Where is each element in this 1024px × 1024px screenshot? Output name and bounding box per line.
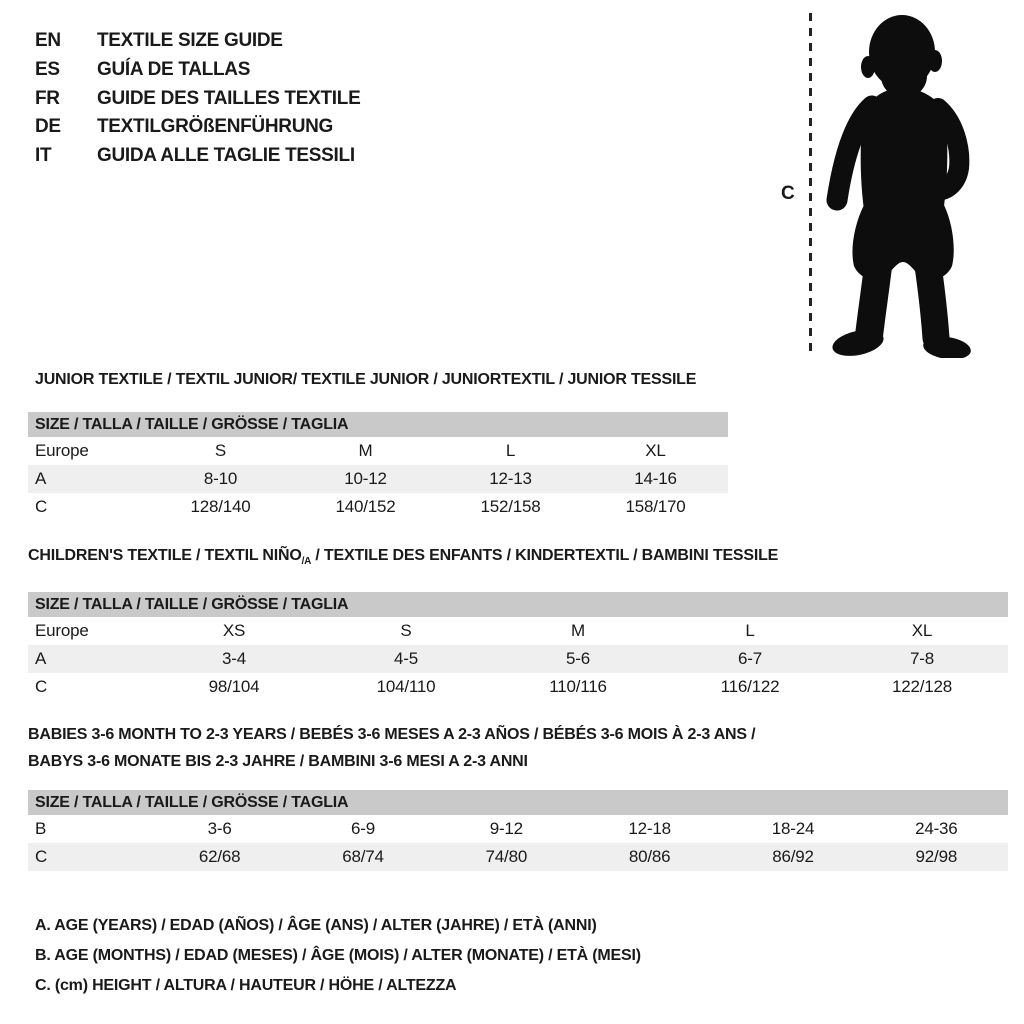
table-row-height [28,673,1008,701]
size-value: XL [911,621,933,640]
language-code: DE [35,116,61,138]
junior-section-title: JUNIOR TEXTILE / TEXTIL JUNIOR/ TEXTILE JUNIOR / JUNIORTEXTIL / JUNIOR TESSILE [35,371,697,388]
size-value: L [505,441,516,460]
row-label: C [35,497,48,516]
guide-title-it: GUIDA ALLE TAGLIE TESSILI [97,145,355,167]
size-value: M [358,441,373,460]
size-header-bar: SIZE / TALLA / TAILLE / GRÖSSE / TAGLIA [28,790,1008,815]
babies-title-line2: BABYS 3-6 MONATE BIS 2-3 JAHRE / BAMBINI 3-6 MESI A 2-3 ANNI [28,753,528,770]
table-row-europe [28,617,1008,645]
size-value: XL [645,441,666,460]
footnote-c: C. (cm) HEIGHT / ALTURA / HAUTEUR / HÖHE / ALTEZZA [35,977,457,994]
table-row-age-months [28,815,1008,843]
toddler-silhouette-icon [820,10,986,358]
footnote-legend [35,911,641,1001]
age-value: 14-16 [634,469,677,488]
age-value: 18-24 [771,819,815,838]
children-title-prefix: CHILDREN'S TEXTILE / TEXTIL NIÑO [28,547,302,564]
row-label: Europe [35,441,89,460]
size-header-bar: SIZE / TALLA / TAILLE / GRÖSSE / TAGLIA [28,412,728,437]
guide-title-de: TEXTILGRÖßENFÜHRUNG [97,116,334,138]
language-row-it [35,142,360,171]
babies-section-title [28,721,755,775]
table-row-europe [28,437,728,465]
height-value: 152/158 [480,497,541,516]
age-value: 7-8 [910,649,934,668]
language-code: ES [35,58,60,80]
age-value: 3-6 [207,819,232,838]
age-value: 3-4 [222,649,246,668]
table-row-height [28,493,728,521]
table-row-age [28,465,728,493]
height-measure-label: C [781,183,795,204]
children-section-title [28,547,778,567]
age-value: 24-36 [915,819,958,838]
language-code: FR [35,87,60,109]
guide-title-es: GUÍA DE TALLAS [97,58,251,80]
height-value: 80/86 [628,847,671,866]
language-code: IT [35,145,52,167]
table-row-age [28,645,1008,673]
size-value: XS [222,621,246,640]
junior-size-table [28,412,728,521]
babies-title-line1: BABIES 3-6 MONTH TO 2-3 YEARS / BEBÉS 3-6 MESES A 2-3 AÑOS / BÉBÉS 3-6 MOIS À 2-3 ANS / [28,726,756,743]
language-code: EN [35,30,61,51]
footnote-a: A. AGE (YEARS) / EDAD (AÑOS) / ÂGE (ANS) / ALTER (JAHRE) / ETÀ (ANNI) [35,917,597,934]
size-value: L [745,621,755,640]
row-label: B [35,819,47,838]
height-value: 68/74 [342,847,384,866]
language-row-de [35,113,360,142]
size-value: S [400,621,412,640]
babies-size-table [28,790,1008,871]
size-header-bar: SIZE / TALLA / TAILLE / GRÖSSE / TAGLIA [28,592,1008,617]
age-value: 4-5 [394,649,418,668]
size-value: M [571,621,585,640]
height-value: 122/128 [891,677,953,696]
height-value: 98/104 [208,677,260,696]
height-value: 92/98 [915,847,958,866]
row-label: A [35,649,47,668]
age-value: 8-10 [203,469,238,488]
table-row-height [28,843,1008,871]
age-value: 5-6 [566,649,590,668]
height-value: 116/122 [720,677,780,696]
footnote-b: B. AGE (MONTHS) / EDAD (MESES) / ÂGE (MOIS) / ALTER (MONATE) / ETÀ (MESI) [35,947,641,964]
children-size-table [28,592,1008,701]
age-value: 6-9 [351,819,375,838]
age-value: 10-12 [344,469,387,488]
language-row-fr [35,85,360,114]
language-title-list [35,27,360,171]
children-title-suffix: / TEXTILE DES ENFANTS / KINDERTEXTIL / BAMBINI TESSILE [311,547,779,564]
age-value: 6-7 [738,649,762,668]
row-label: C [35,677,48,696]
height-value: 104/110 [376,677,436,696]
row-label: Europe [35,621,89,640]
language-row-es [35,56,360,85]
age-value: 9-12 [489,819,523,838]
height-value: 158/170 [625,497,686,516]
row-label: A [35,469,47,488]
children-title-subscript: /A [301,556,312,567]
height-value: 110/116 [549,677,607,696]
height-value: 128/140 [190,497,251,516]
guide-title-en: TEXTILE SIZE GUIDE [97,30,283,51]
language-row-en [35,27,360,56]
size-value: S [214,441,227,460]
height-dotted-line [809,13,812,358]
row-label: C [35,847,48,866]
age-value: 12-18 [628,819,671,838]
age-value: 12-13 [489,469,532,488]
height-value: 140/152 [335,497,396,516]
height-value: 86/92 [772,847,814,866]
guide-title-fr: GUIDE DES TAILLES TEXTILE [97,87,361,109]
height-value: 74/80 [485,847,528,866]
height-value: 62/68 [198,847,241,866]
